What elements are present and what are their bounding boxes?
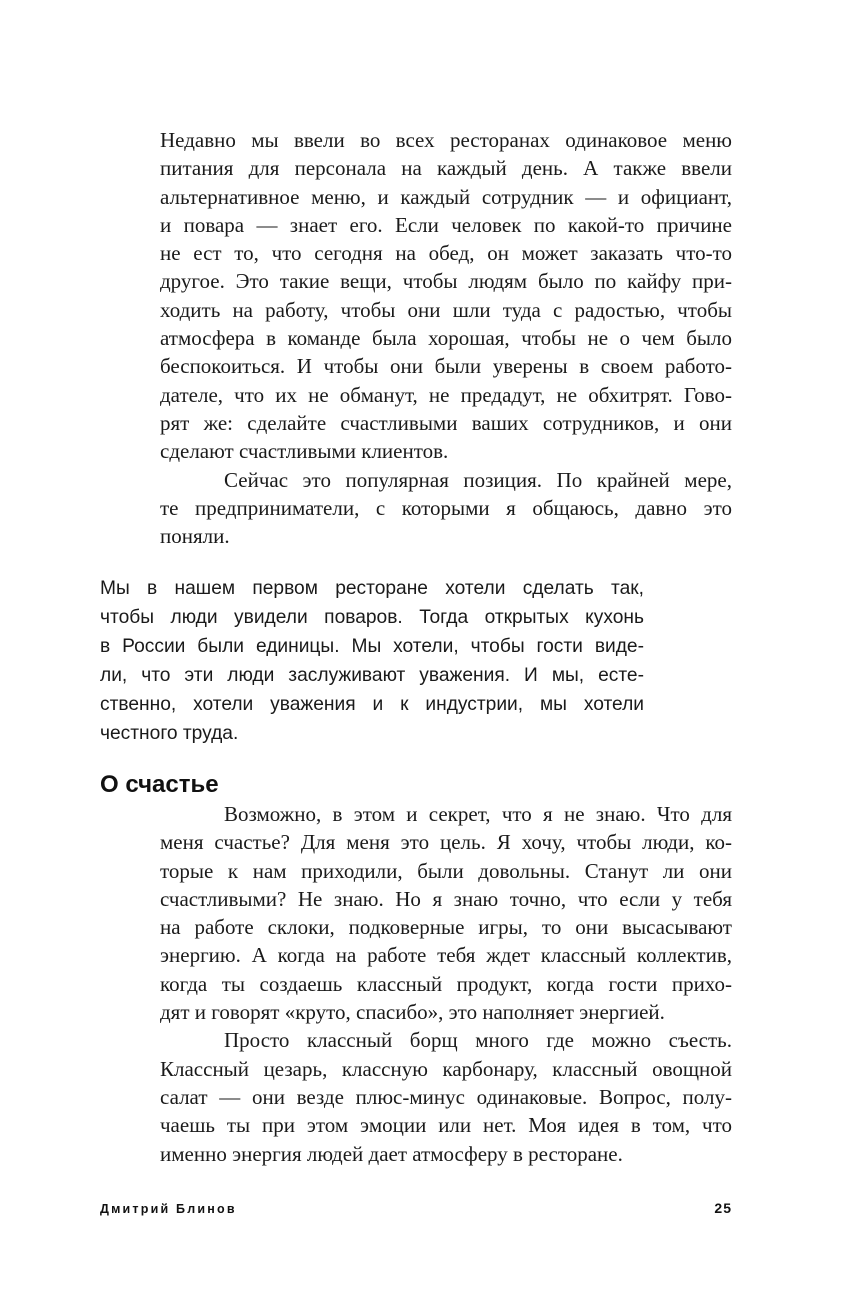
text-line: чаешь ты при этом эмоции или нет. Моя идея в том, что (160, 1113, 732, 1138)
text-line: альтернативное меню, и каждый сотрудник — и официант, (160, 184, 732, 209)
page-number: 25 (714, 1200, 732, 1216)
text-line: атмосфера в команде была хорошая, чтобы не о чем было (160, 326, 732, 351)
footer-author: Дмитрий Блинов (100, 1202, 237, 1216)
text-line: Просто классный борщ много где можно съесть. (224, 1028, 732, 1053)
text-line: дят и говорят «круто, спасибо», это наполняет энергией. (160, 1000, 665, 1025)
text-line: Классный цезарь, классную карбонару, классный овощной (160, 1056, 732, 1081)
text-line: питания для персонала на каждый день. А также ввели (160, 156, 732, 181)
text-line: поняли. (160, 524, 230, 549)
text-line: энергию. А когда на работе тебя ждет классный коллектив, (160, 943, 732, 968)
text-line: рят же: сделайте счастливыми ваших сотрудников, и они (160, 410, 732, 435)
text-line: те предприниматели, с которыми я общаюсь, давно это (160, 495, 732, 520)
text-line: Мы в нашем первом ресторане хотели сделать так, (100, 578, 644, 599)
text-line: дателе, что их не обманут, не предадут, не обхитрят. Гово- (160, 382, 732, 407)
text-line: ходить на работу, чтобы они шли туда с радостью, чтобы (160, 297, 732, 322)
paragraph-staff-menu (160, 126, 732, 550)
text-line: другое. Это такие вещи, чтобы людям было по кайфу при- (160, 269, 732, 294)
paragraph-happiness (160, 800, 732, 1168)
text-line: и повара — знает его. Если человек по какой-то причине (160, 212, 732, 237)
text-line: счастливыми? Не знаю. Но я знаю точно, что если у тебя (160, 886, 732, 911)
text-line: салат — они везде плюс-минус одинаковые. Вопрос, полу- (160, 1084, 732, 1109)
text-line: Возможно, в этом и секрет, что я не знаю. Что для (224, 802, 732, 826)
text-line: Сейчас это популярная позиция. По крайней мере, (224, 467, 732, 492)
text-line: беспокоиться. И чтобы они были уверены в своем работо- (160, 354, 732, 379)
text-line: именно энергия людей дает атмосферу в ресторане. (160, 1141, 623, 1166)
text-line: торые к нам приходили, были довольны. Станут ли они (160, 858, 732, 883)
text-line: в России были единицы. Мы хотели, чтобы гости виде- (100, 636, 644, 657)
text-line: честного труда. (100, 723, 239, 744)
text-line: на работе склоки, подковерные игры, то они высасывают (160, 915, 732, 940)
text-line: ли, что эти люди заслуживают уважения. И мы, есте- (100, 665, 644, 686)
section-heading: О счастье (100, 771, 219, 798)
text-line: меня счастье? Для меня это цель. Я хочу, чтобы люди, ко- (160, 830, 732, 855)
text-line: не ест то, что сегодня на обед, он может заказать что-то (160, 241, 732, 266)
text-line: сделают счастливыми клиентов. (160, 439, 449, 464)
text-line: когда ты создаешь классный продукт, когда гости прихо- (160, 971, 732, 996)
paragraph-open-kitchen (100, 574, 644, 748)
text-line: ственно, хотели уважения и к индустрии, мы хотели (100, 694, 644, 715)
text-line: Недавно мы ввели во всех ресторанах одинаковое меню (160, 128, 732, 152)
text-line: чтобы люди увидели поваров. Тогда открытых кухонь (100, 607, 644, 628)
